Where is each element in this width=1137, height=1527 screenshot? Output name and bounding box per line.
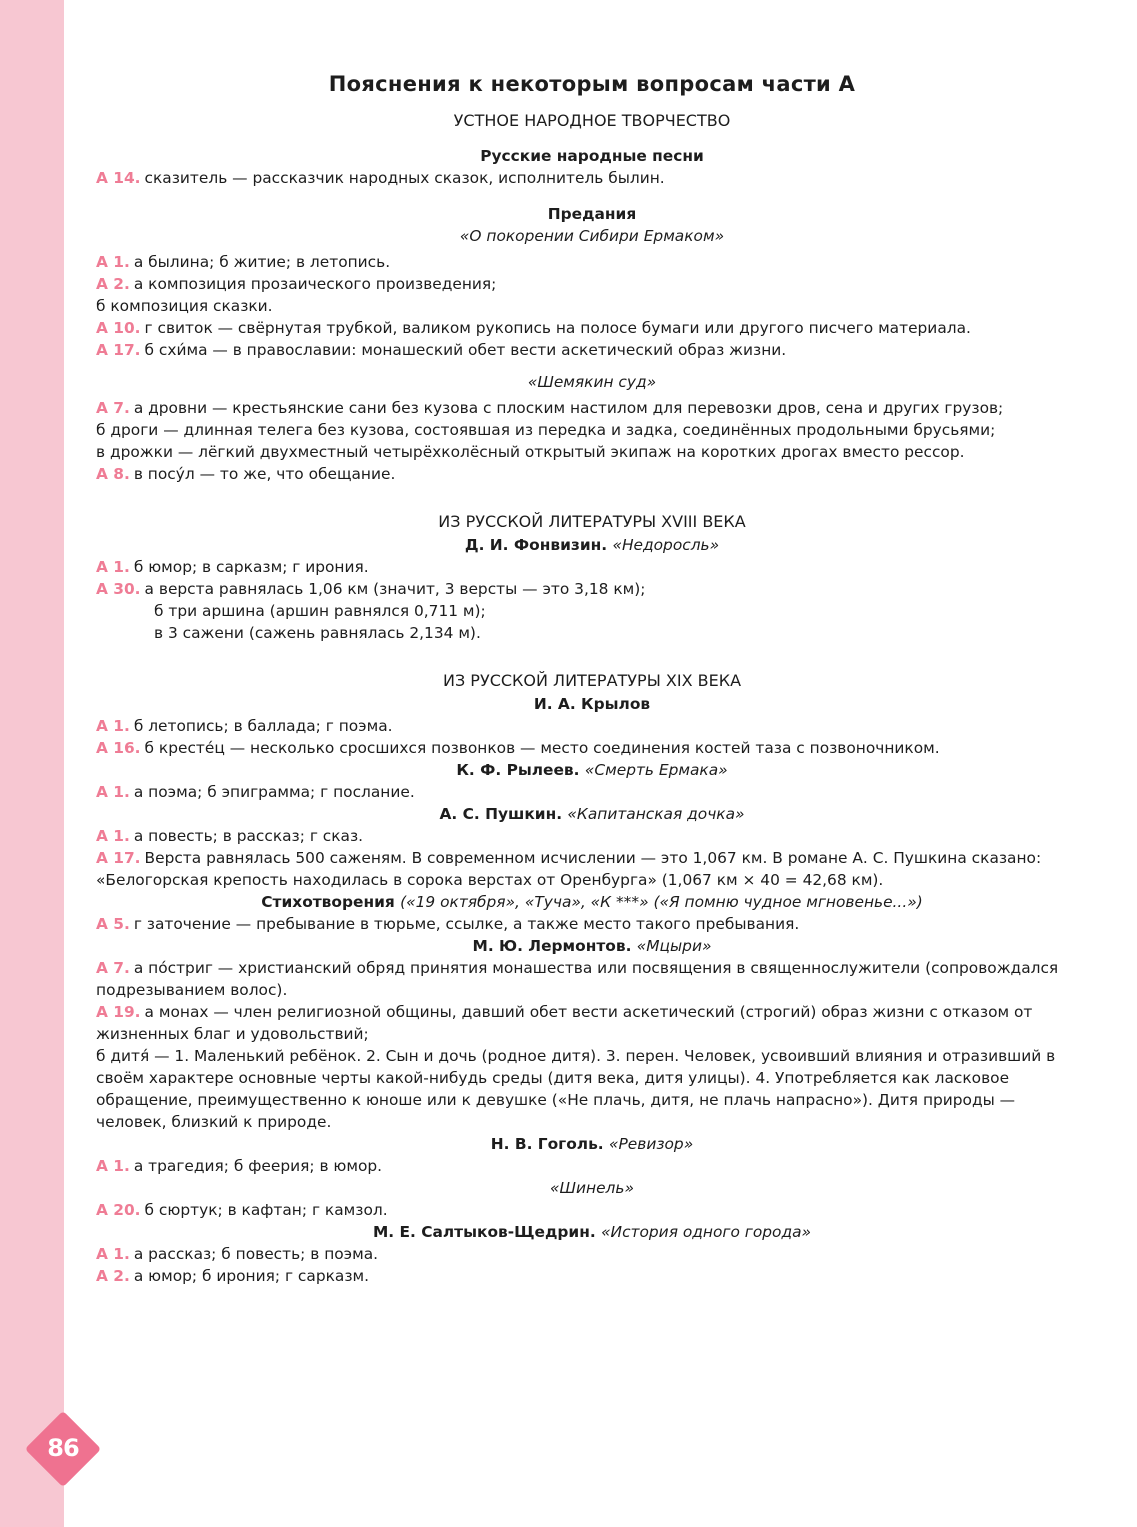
answer-line <box>96 397 1088 419</box>
author-heading <box>96 803 1088 825</box>
question-ref: А 1. <box>96 827 130 845</box>
answer-line <box>96 1199 1088 1221</box>
author-name: Н. В. Гоголь. <box>490 1135 604 1153</box>
answer-line <box>96 715 1088 737</box>
answer-text: а по́стриг — христианский обряд принятия монашества или посвящения в священнослужители (сопровождался подрезыванием волос). <box>96 959 1059 999</box>
work-title: «Шемякин суд» <box>527 373 657 391</box>
question-ref: А 1. <box>96 558 130 576</box>
question-ref: А 16. <box>96 739 141 757</box>
answer-text: а рассказ; б повесть; в поэма. <box>133 1245 379 1263</box>
answer-text: б юмор; в сарказм; г ирония. <box>133 558 369 576</box>
answer-text: б дроги — длинная телега без кузова, состоявшая из передка и задка, соединённых продольными брусьями; <box>96 421 996 439</box>
answer-line <box>96 622 1088 644</box>
answer-text: а композиция прозаического произведения; <box>133 275 497 293</box>
question-ref: А 8. <box>96 465 130 483</box>
work-title: «История одного города» <box>601 1223 812 1241</box>
answer-text: в 3 сажени (сажень равнялась 2,134 м). <box>154 624 481 642</box>
page-number: 86 <box>47 1434 79 1462</box>
answer-text: а дровни — крестьянские сани без кузова с плоским настилом для перевозки дров, сена и других грузов; <box>133 399 1004 417</box>
answer-line <box>96 825 1088 847</box>
answer-text: б схи́ма — в православии: монашеский обет вести аскетический образ жизни. <box>144 341 787 359</box>
work-title: «Мцыри» <box>636 937 712 955</box>
answer-line <box>96 1243 1088 1265</box>
question-ref: А 1. <box>96 717 130 735</box>
question-ref: А 30. <box>96 580 141 598</box>
answer-text: а былина; б житие; в летопись. <box>133 253 391 271</box>
question-ref: А 19. <box>96 1003 141 1021</box>
subsection-heading: Предания <box>547 205 637 223</box>
answer-text: в посу́л — то же, что обещание. <box>133 465 396 483</box>
author-heading <box>96 759 1088 781</box>
question-ref: А 1. <box>96 783 130 801</box>
question-ref: А 2. <box>96 1267 130 1285</box>
answer-line <box>96 1001 1088 1045</box>
author-heading <box>96 1221 1088 1243</box>
work-title: «Недоросль» <box>612 536 720 554</box>
answer-line <box>96 419 1088 441</box>
answer-line <box>96 463 1088 485</box>
work-title: «О покорении Сибири Ермаком» <box>459 227 725 245</box>
answer-line <box>96 600 1088 622</box>
answer-line <box>96 273 1088 295</box>
author-name: А. С. Пушкин. <box>439 805 563 823</box>
work-title: «Смерть Ермака» <box>584 761 728 779</box>
answer-text: б летопись; в баллада; г поэма. <box>133 717 393 735</box>
question-ref: А 5. <box>96 915 130 933</box>
work-title: «Шинель» <box>550 1179 634 1197</box>
answer-line <box>96 441 1088 463</box>
question-ref: А 20. <box>96 1201 141 1219</box>
question-ref: А 17. <box>96 849 141 867</box>
answer-line <box>96 1265 1088 1287</box>
answer-line <box>96 781 1088 803</box>
answer-text: б кресте́ц — несколько сросшихся позвонков — место соединения костей таза с позвоночником. <box>144 739 940 757</box>
answer-text: а монах — член религиозной общины, давший обет вести аскетический (строгий) образ жизни с отказом от жизненных благ и удовольствий; <box>96 1003 1033 1043</box>
answer-line <box>96 251 1088 273</box>
question-ref: А 2. <box>96 275 130 293</box>
author-name: К. Ф. Рылеев. <box>456 761 580 779</box>
question-ref: А 17. <box>96 341 141 359</box>
page-content <box>96 72 1088 1287</box>
work-title: («19 октября», «Туча», «К ***» («Я помню чудное мгновенье...») <box>400 893 923 911</box>
answer-text: в дрожки — лёгкий двухместный четырёхколёсный открытый экипаж на коротких дрогах вместо рессор. <box>96 443 965 461</box>
answer-text: б сюртук; в кафтан; г камзол. <box>144 1201 388 1219</box>
question-ref: А 1. <box>96 253 130 271</box>
answer-line <box>96 1045 1088 1133</box>
answer-text: Верста равнялась 500 саженям. В современном исчислении — это 1,067 км. В романе А. С. Пушкина сказано: «Белогорская крепость находилась в сорока верстах от Оренбурга» (1,067 км × 40 = 42,68 км). <box>96 849 1042 889</box>
author-name: Стихотворения <box>261 893 395 911</box>
answer-text: а юмор; б ирония; г сарказм. <box>133 1267 370 1285</box>
answer-line <box>96 295 1088 317</box>
answer-text: б композиция сказки. <box>96 297 273 315</box>
answer-line <box>96 339 1088 361</box>
work-title: «Ревизор» <box>609 1135 694 1153</box>
answer-text: сказитель — рассказчик народных сказок, исполнитель былин. <box>144 169 665 187</box>
answer-line <box>96 737 1088 759</box>
answer-text: г заточение — пребывание в тюрьме, ссылке, а также место такого пребывания. <box>133 915 800 933</box>
pink-margin-strip <box>0 0 64 1527</box>
page-title: Пояснения к некоторым вопросам части А <box>328 72 856 96</box>
answer-line <box>96 847 1088 891</box>
answer-text: б дитя́ — 1. Маленький ребёнок. 2. Сын и дочь (родное дитя). 3. перен. Человек, усвоивший влияния и отразивший в своём характере основные черты какой-нибудь среды (дитя века, дитя улицы). 4. Употребляется как ласковое обращение, преимущественно к юноше или к девушке («Не плачь, дитя, не плачь напрасно»). Дитя природы — человек, близкий к природе. <box>96 1047 1056 1131</box>
answer-text: г свиток — свёрнутая трубкой, валиком рукопись на полосе бумаги или другого писчего материала. <box>144 319 971 337</box>
author-heading <box>96 935 1088 957</box>
work-title: «Капитанская дочка» <box>567 805 745 823</box>
question-ref: А 1. <box>96 1245 130 1263</box>
page-number-badge <box>24 1410 102 1488</box>
subsection-heading: Русские народные песни <box>480 147 704 165</box>
author-name: М. Ю. Лермонтов. <box>472 937 632 955</box>
answer-line <box>96 578 1088 600</box>
question-ref: А 7. <box>96 959 130 977</box>
author-heading <box>96 1133 1088 1155</box>
answer-text: а верста равнялась 1,06 км (значит, 3 версты — это 3,18 км); <box>144 580 646 598</box>
answer-text: а повесть; в рассказ; г сказ. <box>133 827 364 845</box>
question-ref: А 7. <box>96 399 130 417</box>
answer-text: а трагедия; б феерия; в юмор. <box>133 1157 383 1175</box>
answer-line <box>96 167 1088 189</box>
author-name: Д. И. Фонвизин. <box>464 536 608 554</box>
author-name: М. Е. Салтыков-Щедрин. <box>372 1223 596 1241</box>
answer-line <box>96 317 1088 339</box>
question-ref: А 14. <box>96 169 141 187</box>
section-heading: ИЗ РУССКОЙ ЛИТЕРАТУРЫ XVIII ВЕКА <box>438 512 746 531</box>
question-ref: А 1. <box>96 1157 130 1175</box>
answer-line <box>96 913 1088 935</box>
answer-text: а поэма; б эпиграмма; г послание. <box>133 783 415 801</box>
section-heading: УСТНОЕ НАРОДНОЕ ТВОРЧЕСТВО <box>453 111 731 130</box>
author-heading <box>96 891 1088 913</box>
answer-line <box>96 957 1088 1001</box>
answer-line <box>96 1155 1088 1177</box>
answer-line <box>96 556 1088 578</box>
section-heading: ИЗ РУССКОЙ ЛИТЕРАТУРЫ XIX ВЕКА <box>442 671 742 690</box>
question-ref: А 10. <box>96 319 141 337</box>
author-heading <box>96 534 1088 556</box>
author-heading: И. А. Крылов <box>533 695 651 713</box>
answer-text: б три аршина (аршин равнялся 0,711 м); <box>154 602 486 620</box>
